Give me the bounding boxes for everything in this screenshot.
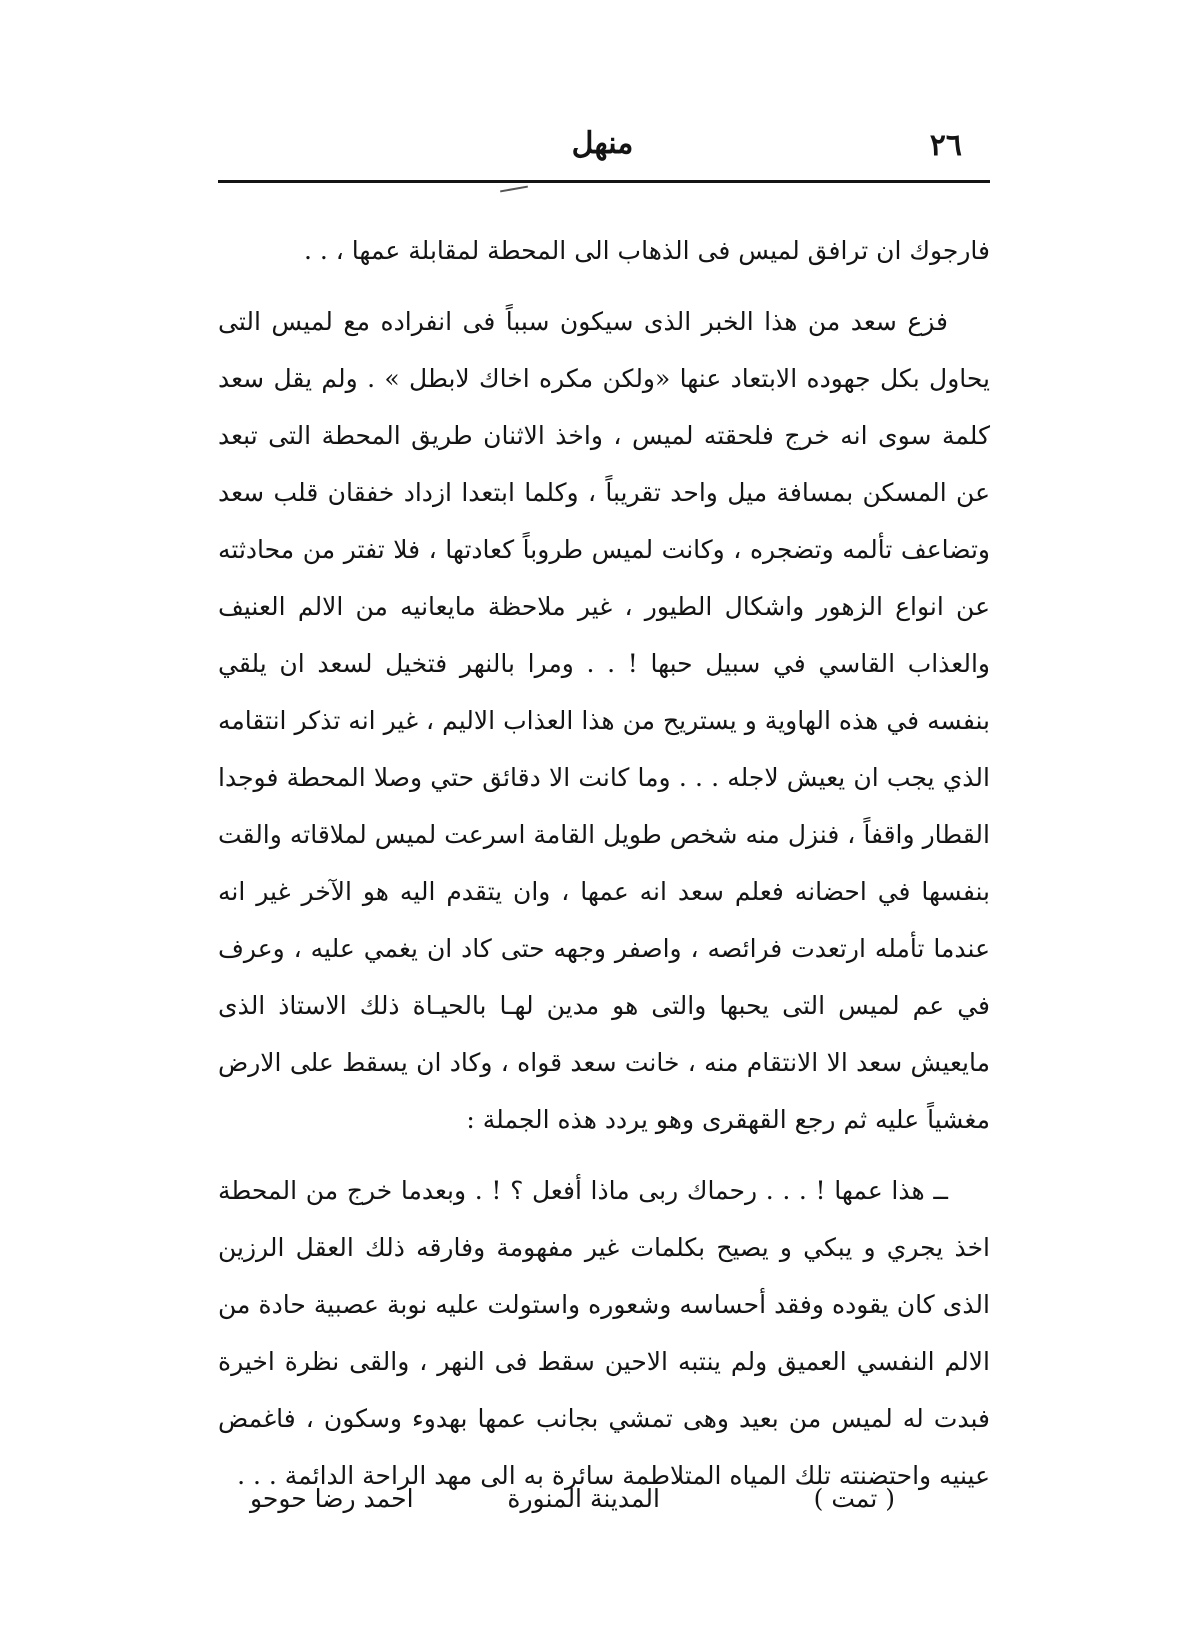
article-body [218, 222, 990, 1518]
signature-place: المدينة المنورة [507, 1484, 660, 1513]
paragraph-1: فارجوك ان ترافق لميس فى الذهاب الى المحطة لمقابلة عمها ، . . [304, 236, 990, 265]
page-number: ٢٦ [929, 128, 962, 163]
paragraph-2: فزع سعد من هذا الخبر الذى سيكون سبباً فى انفراده مع لميس التى يحاول بكل جهوده الابتعاد عنها «ولكن مكره اخاك لابطل » . ولم يقل سعد كلمة سوى انه خرج فلحقته لميس ، واخذ الاثنان طريق المحطة التى تبعد عن المسكن بمسافة ميل واحد تقريباً ، وكلما ابتعدا ازداد خفقان قلب سعد وتضاعف تألمه وتضجره ، وكانت لميس طروباً كعادتها ، فلا تفتر من محادثته عن انواع الزهور واشكال الطيور ، غير ملاحظة مايعانيه من الالم العنيف والعذاب القاسي في سبيل حبها ! . . ومرا بالنهر فتخيل لسعد ان يلقي بنفسه في هذه الهاوية و يستريح من هذا العذاب الاليم ، غير انه تذكر انتقامه الذي يجب ان يعيش لاجله . . . وما كانت الا دقائق حتي وصلا المحطة فوجدا القطار واقفاً ، فنزل منه شخص طويل القامة اسرعت لميس لملاقاته والقت بنفسها في احضانه فعلم سعد انه عمها ، وان يتقدم اليه هو الآخر غير انه عندما تأمله ارتعدت فرائصه ، واصفر وجهه حتى كاد ان يغمي عليه ، وعرف في عم لميس التى يحبها والتى هو مدين لهـا بالحيـاة ذلك الاستاذ الذى مايعيش سعد الا الانتقام منه ، خانت سعد قواه ، وكاد ان يسقط على الارض مغشياً عليه ثم رجع القهقرى وهو يردد هذه الجملة : [218, 307, 991, 1134]
author-name: احمد رضا حوحو [250, 1484, 414, 1513]
paragraph-3: ــ هذا عمها ! . . . رحماك ربى ماذا أفعل ؟ ! . وبعدما خرج من المحطة اخذ يجري و يبكي و يصيح بكلمات غير مفهومة وفارقه ذلك العقل الرزين الذى كان يقوده وفقد أحساسه وشعوره واستولت عليه نوبة عصبية حادة من الالم النفسي العميق ولم ينتبه الاحين سقط فى النهر ، والقى نظرة اخيرة فبدت له لميس من بعيد وهى تمشي بجانب عمها بهدوء وسكون ، فاغمض عينيه واحتضنته تلك المياه المتلاطمة سائرة به الى مهد الراحة الدائمة . . . [218, 1176, 991, 1490]
end-mark: ( تمت ) [813, 1484, 895, 1513]
header-divider [218, 180, 990, 183]
closing-signature [250, 1484, 990, 1528]
page-header [215, 118, 990, 178]
running-title: منهل [571, 126, 634, 161]
print-mark [500, 186, 528, 193]
